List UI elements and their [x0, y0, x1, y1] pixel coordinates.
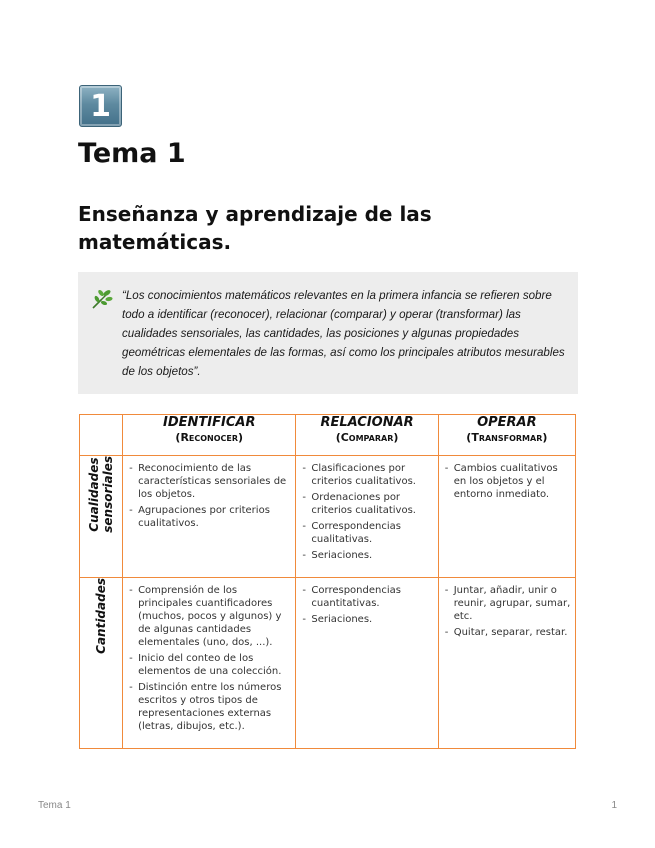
- list-item: - Clasificaciones por criterios cualitativos.: [302, 462, 433, 488]
- list-item: - Reconocimiento de las características sensoriales de los objetos.: [129, 462, 291, 501]
- list-item: - Seriaciones.: [302, 549, 433, 562]
- list-item: - Comprensión de los principales cuantificadores (muchos, pocos y algunos) y de algunas cantidades elementales (uno, dos, ...).: [129, 584, 291, 649]
- column-header-main: OPERAR: [477, 415, 537, 430]
- table-cell: [296, 578, 438, 749]
- table-cell: [438, 578, 575, 749]
- column-header-main: IDENTIFICAR: [163, 415, 256, 430]
- table-cell: [123, 578, 296, 749]
- table-header-row: [80, 415, 576, 456]
- column-header-sub: (Transformar): [466, 431, 548, 444]
- table-row-cantidades: [80, 578, 576, 749]
- list-item: - Agrupaciones por criterios cualitativos.: [129, 504, 291, 530]
- row-label-line1: Cualidades: [87, 457, 102, 532]
- row-label-line2: sensoriales: [101, 456, 116, 533]
- list-item: - Seriaciones.: [302, 613, 433, 626]
- row-header-cantidades: [80, 578, 123, 749]
- list-item: - Quitar, separar, restar.: [445, 626, 571, 639]
- table-cell: [296, 456, 438, 578]
- knowledge-matrix-table: [79, 414, 576, 749]
- quote-text: “Los conocimientos matemáticos relevantes en la primera infancia se refieren sobre todo a identificar (reconocer), relacionar (comparar) y operar (transformar) las cualidades sensoriales, las cantidades, las posiciones y algunas propiedades geométricas elementales de las formas, así como los principales atributos mesurables de los objetos”.: [122, 289, 565, 378]
- quote-box: [78, 272, 578, 394]
- column-header-sub: (Reconocer): [175, 431, 244, 444]
- list-item: - Distinción entre los números escritos y otros tipos de representaciones externas (letras, dibujos, etc.).: [129, 681, 291, 733]
- leaf-icon: [90, 288, 114, 310]
- list-item: - Correspondencias cualitativas.: [302, 520, 433, 546]
- footer-chapter-label: Tema 1: [38, 800, 71, 811]
- list-item: - Inicio del conteo de los elementos de una colección.: [129, 652, 291, 678]
- row-label: Cantidades: [94, 578, 109, 654]
- table-cell: [438, 456, 575, 578]
- list-item: - Ordenaciones por criterios cualitativos.: [302, 491, 433, 517]
- column-header-operar: [438, 415, 575, 456]
- list-item: - Cambios cualitativos en los objetos y el entorno inmediato.: [445, 462, 571, 501]
- column-header-relacionar: [296, 415, 438, 456]
- page-title: Tema 1: [78, 138, 186, 169]
- footer-page-number: 1: [611, 800, 617, 811]
- chapter-number-badge: [79, 85, 122, 127]
- list-item: - Juntar, añadir, unir o reunir, agrupar, sumar, etc.: [445, 584, 571, 623]
- page-subtitle: Enseñanza y aprendizaje de las matemáticas.: [78, 202, 432, 254]
- row-label: [87, 456, 115, 533]
- column-header-identificar: [123, 415, 296, 456]
- column-header-main: RELACIONAR: [320, 415, 414, 430]
- column-header-sub: (Comparar): [335, 431, 399, 444]
- table-corner-cell: [80, 415, 123, 456]
- table-row-cualidades: [80, 456, 576, 578]
- list-item: - Correspondencias cuantitativas.: [302, 584, 433, 610]
- row-header-cualidades: [80, 456, 123, 578]
- table-cell: [123, 456, 296, 578]
- chapter-number: 1: [90, 88, 111, 124]
